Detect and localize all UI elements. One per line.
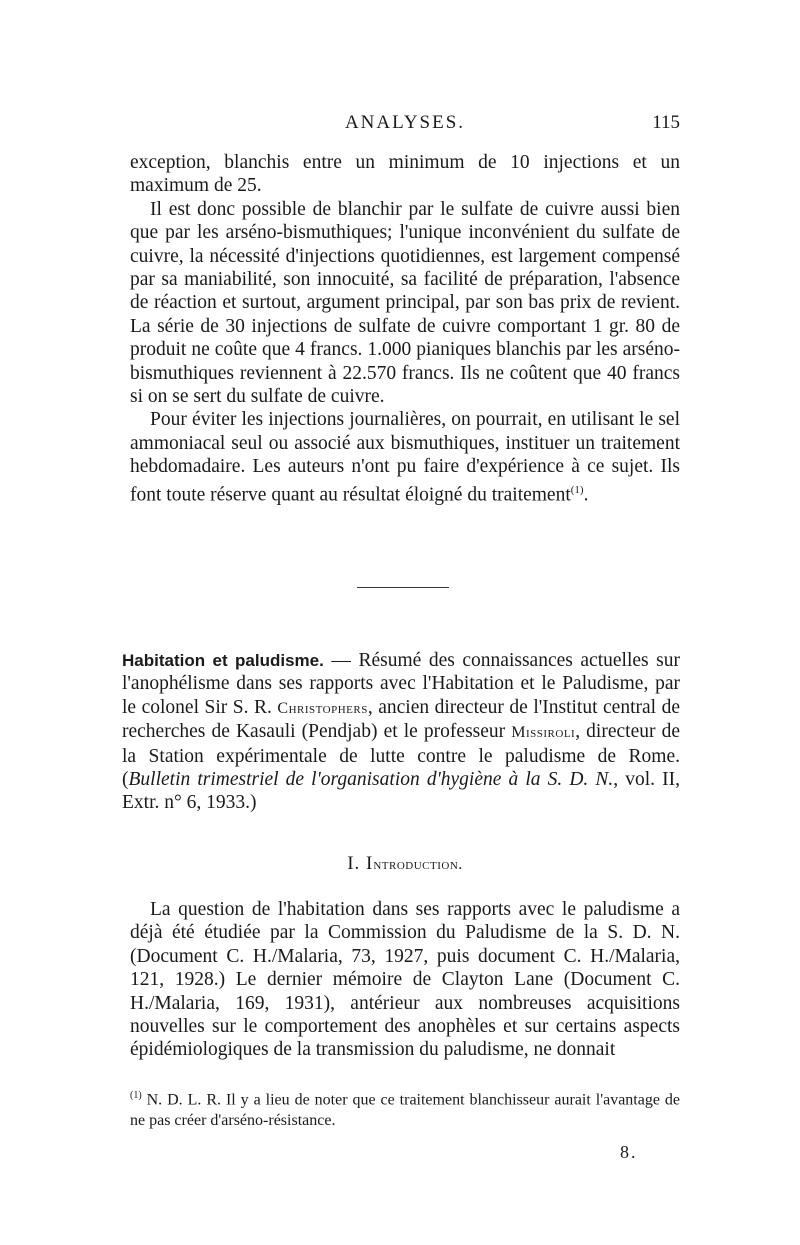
entry-text: , ancien directeur de l'Institut central de recherches de Kasauli (Pendjab) et le professeur — [122, 696, 680, 743]
section-title: ntroduction. — [373, 856, 463, 873]
section-text-block — [130, 898, 680, 1062]
footnote-marker: (1) — [130, 1090, 142, 1101]
entry-text: , directeur de la Station expérimentale de lutte contre le paludisme de Rome. ( — [122, 721, 680, 791]
paragraph-end: . — [583, 484, 589, 506]
paragraph: La question de l'habitation dans ses rapports avec le paludisme a déjà été étudiée par la Commission du Paludisme de la S. D. N. (Document C. H./Malaria, 73, 1927, puis document C. H./Malaria, 121, 1928.) Le dernier mémoire de Clayton Lane (Document C. H./Malaria, 169, 1931), antérieur aux nombreuses acquisitions nouvelles sur le comportement des anophèles et sur certains aspects épidémiologiques de la transmission du paludisme, ne donnait — [130, 899, 680, 1061]
review-paragraph — [122, 649, 680, 815]
entry-text: , vol. II, Extr. n° 6, 1933.) — [122, 769, 680, 814]
author-name: Missiroli — [511, 724, 576, 742]
running-title: ANALYSES. — [344, 112, 466, 133]
paragraph — [130, 408, 680, 506]
paragraph: Il est donc possible de blanchir par le sulfate de cuivre aussi bien que par les arséno-bismuthiques; l'unique inconvénient du sulfate de cuivre, la nécessité d'injections quotidiennes, est largement compensé par sa maniabilité, son innocuité, sa facilité de préparation, l'absence de réaction et surtout, argument principal, par son bas prix de revient. La série de 30 injections de sulfate de cuivre comportant 1 gr. 80 de produit ne coûte que 4 francs. 1.000 pianiques blanchis par les arséno-bismuthiques reviennent à 22.570 francs. Ils ne coûtent que 40 francs si on se sert du sulfate de cuivre. — [130, 198, 680, 408]
paragraph-text: Pour éviter les injections journalières, on pourrait, en utilisant le sel ammoniacal seul ou associé aux bismuthiques, instituer un traitement hebdomadaire. Les auteurs n'ont pu faire d'expérience à ce sujet. Ils font toute réserve quant au résultat éloigné du traitement — [130, 409, 680, 506]
journal-title: Bulletin trimestriel de l'organisation d'hygiène à la S. D. N. — [128, 769, 614, 791]
continued-text-block — [130, 151, 680, 507]
section-heading — [130, 853, 680, 875]
section-divider — [357, 587, 449, 588]
paragraph: exception, blanchis entre un minimum de 10 injections et un maximum de 25. — [130, 152, 680, 197]
footnote-reference: (1) — [570, 483, 584, 496]
author-name: Christophers — [277, 699, 368, 717]
footnote — [130, 1085, 680, 1131]
entry-title: Habitation et paludisme. — [122, 651, 324, 670]
page-header — [130, 112, 680, 140]
review-entry — [122, 649, 680, 815]
section-numeral: I. I — [347, 853, 374, 874]
signature-mark: 8. — [620, 1142, 638, 1162]
entry-text: — Résumé des connaissances actuelles sur l'anophélisme dans ses rapports avec l'Habitation et le Paludisme, par le colonel Sir S. R. — [122, 650, 680, 718]
page-number: 115 — [652, 112, 680, 133]
footnote-text: N. D. L. R. Il y a lieu de noter que ce traitement blanchisseur aurait l'avantage de ne pas créer d'arséno-résistance. — [130, 1091, 680, 1130]
